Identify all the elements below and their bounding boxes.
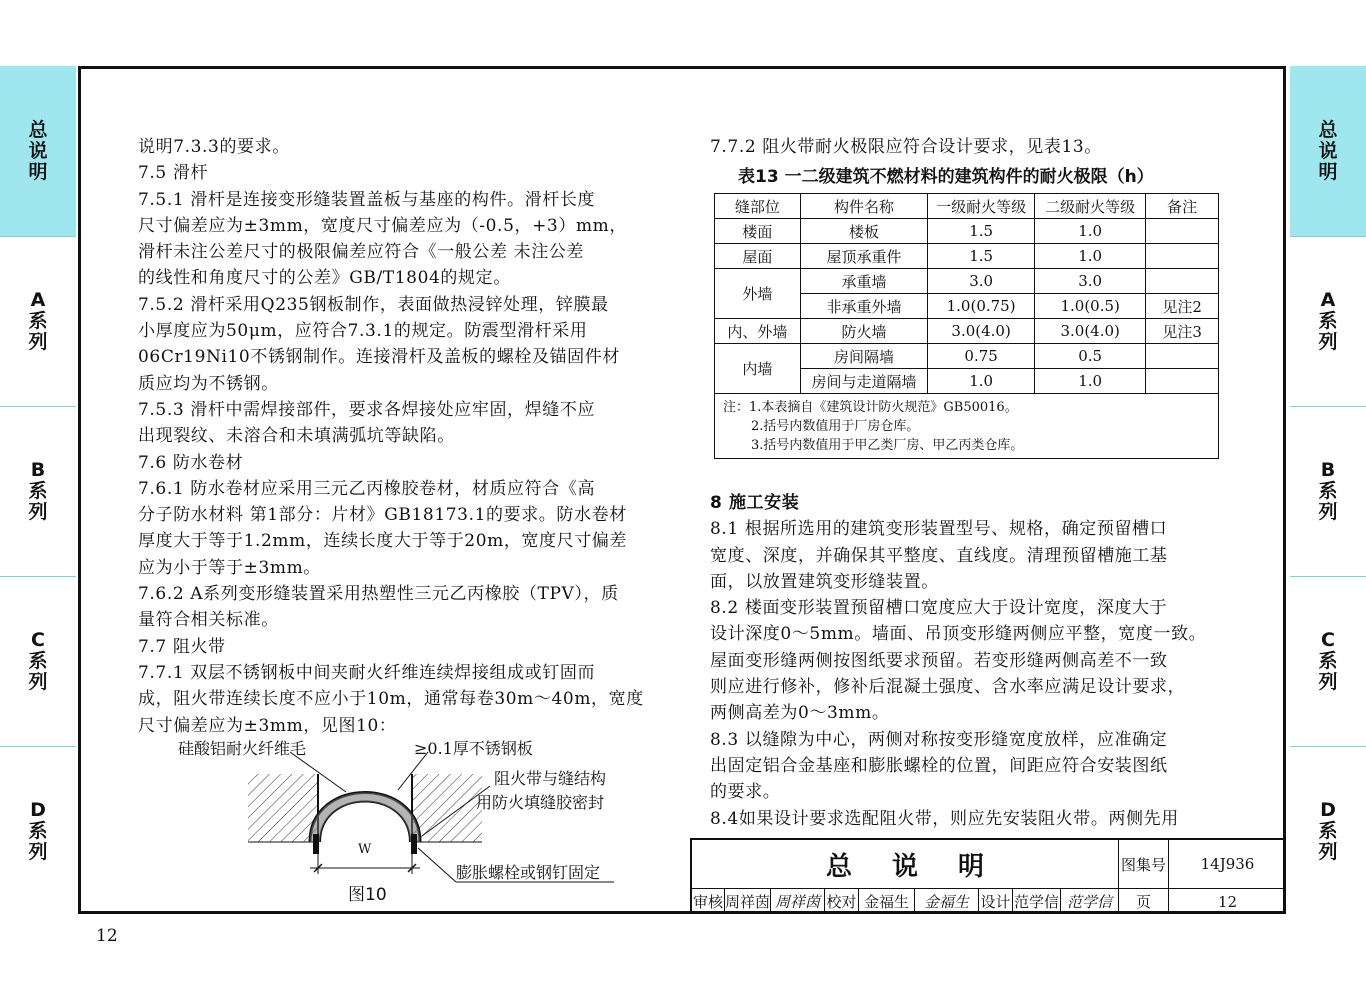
- label-w: W: [358, 842, 372, 857]
- section-heading: 7.5 滑杆: [138, 163, 209, 184]
- text-line: 8.1 根据所选用的建筑变形装置型号、规格，确定预留槽口: [710, 519, 1168, 540]
- text-line: 出固定铝合金基座和膨胀螺栓的位置，间距应符合安装图纸: [710, 755, 1168, 776]
- text-line: 8.2 楼面变形装置预留槽口宽度应大于设计宽度，深度大于: [710, 598, 1168, 619]
- text-line: 7.7.1 双层不锈钢板中间夹耐火纤维连续焊接组成或钉固而: [138, 662, 596, 683]
- page-label: 页: [1118, 888, 1168, 914]
- text-line: 量符合相关标准。: [138, 610, 279, 631]
- text-line: 说明7.3.3的要求。: [138, 137, 290, 157]
- atlas-label: 图集号: [1118, 838, 1168, 888]
- bolt-right: [411, 834, 417, 854]
- label-joint-2: 用防火填缝胶密封: [476, 793, 605, 812]
- label-joint-1: 阻火带与缝结构: [494, 769, 607, 788]
- table-row: 楼面 楼板 1.5 1.0: [715, 219, 1219, 244]
- side-tab-general[interactable]: 总 说 明: [0, 66, 76, 237]
- designer-name: 范学信: [1012, 888, 1060, 914]
- column-header: 构件名称: [800, 194, 927, 219]
- table-note: 2.括号内数值用于厂房仓库。: [751, 419, 920, 434]
- bolt-left: [313, 834, 319, 854]
- text-line: 厚度大于等于1.2mm，连续长度大于等于20m，宽度尺寸偏差: [138, 531, 628, 552]
- section-heading: 7.7 阻火带: [138, 636, 226, 657]
- drawing-title: 总说明: [690, 838, 1118, 888]
- text-line: 屋面变形缝两侧按图纸要求预留。若变形缝两侧高差不一致: [710, 650, 1168, 671]
- fiber-fill: [310, 793, 420, 843]
- text-line: 分子防水材料 第1部分：片材》GB18173.1的要求。防水卷材: [138, 505, 627, 526]
- table-note: 3.括号内数值用于甲乙类厂房、甲乙丙类仓库。: [751, 438, 1024, 453]
- side-tab-general-right[interactable]: 总 说 明: [1290, 66, 1366, 237]
- checker-signature: 金福生: [914, 888, 978, 914]
- checker-name: 金福生: [858, 888, 914, 914]
- text-line: 06Cr19Ni10不锈钢制作。连接滑杆及盖板的螺栓及锚固件材: [138, 347, 620, 368]
- table-note: 注：1.本表摘自《建筑设计防火规范》GB50016。: [723, 400, 1018, 415]
- text-line: 7.7.2 阻火带耐火极限应符合设计要求，见表13。: [710, 137, 1102, 157]
- side-tab-a-series[interactable]: A 系 列: [0, 236, 76, 407]
- label-steel: ≥0.1厚不锈钢板: [414, 739, 533, 758]
- reviewer-name: 周祥茵: [724, 888, 770, 914]
- title-block: [690, 838, 1286, 914]
- fire-barrier-diagram: [160, 736, 630, 914]
- figure-10: [160, 736, 630, 914]
- right-intro: [710, 134, 1102, 160]
- left-column-text: [138, 134, 658, 739]
- table-row: 内墙 房间隔墙 0.75 0.5: [715, 344, 1219, 369]
- text-line: 7.5.1 滑杆是连接变形缝装置盖板与基座的构件。滑杆长度: [138, 189, 596, 210]
- text-line: 滑杆未注公差尺寸的极限偏差应符合《一般公差 未注公差: [138, 242, 585, 263]
- design-label: 设计: [978, 888, 1012, 914]
- label-bolt: 膨胀螺栓或钢钉固定: [456, 863, 601, 882]
- table-notes-row: [715, 394, 1219, 459]
- text-line: 质应均为不锈钢。: [138, 373, 279, 394]
- sheet-page-number: 12: [1168, 888, 1286, 914]
- table-row: 内、外墙 防火墙 3.0(4.0) 3.0(4.0) 见注3: [715, 319, 1219, 344]
- column-header: 缝部位: [715, 194, 801, 219]
- text-line: 8.4如果设计要求选配阻火带，则应先安装阻火带。两侧先用: [710, 808, 1179, 829]
- atlas-number: 14J936: [1168, 838, 1286, 888]
- text-line: 7.6.1 防水卷材应采用三元乙丙橡胶卷材，材质应符合《高: [138, 478, 596, 499]
- label-fiber: 硅酸铝耐火纤维毛: [178, 739, 307, 758]
- check-label: 校对: [824, 888, 858, 914]
- text-line: 8.3 以缝隙为中心，两侧对称按变形缝宽度放样，应准确定: [710, 729, 1168, 750]
- text-line: 的要求。: [710, 782, 781, 803]
- side-tab-c-series-right[interactable]: C 系 列: [1290, 576, 1366, 747]
- section-heading: 8 施工安装: [710, 493, 800, 513]
- text-line: 成，阻火带连续长度不应小于10m，通常每卷30m～40m，宽度: [138, 689, 644, 710]
- side-tab-d-series-right[interactable]: D 系 列: [1318, 798, 1338, 863]
- table-header-row: [715, 194, 1219, 219]
- side-tab-c-series[interactable]: C 系 列: [0, 576, 76, 747]
- figure-caption: 图10: [348, 885, 387, 905]
- section-heading: 7.6 防水卷材: [138, 452, 244, 473]
- leader-bolt: [418, 848, 456, 882]
- table-row: 外墙 承重墙 3.0 3.0: [715, 269, 1219, 294]
- text-line: 两侧高差为0～3mm。: [710, 703, 890, 724]
- reviewer-signature: 周祥茵: [770, 888, 824, 914]
- left-wall: [248, 774, 318, 842]
- text-line: 则应进行修补，修补后混凝土强度、含水率应满足设计要求，: [710, 677, 1186, 698]
- text-line: 尺寸偏差应为±3mm，见图10：: [138, 715, 397, 736]
- text-line: 7.5.3 滑杆中需焊接部件，要求各焊接处应牢固，焊缝不应: [138, 399, 596, 420]
- page-number: 12: [96, 926, 118, 946]
- column-header: 二级耐火等级: [1035, 194, 1146, 219]
- table-row: 非承重外墙 1.0(0.75) 1.0(0.5) 见注2: [715, 294, 1219, 319]
- text-line: 7.5.2 滑杆采用Q235钢板制作，表面做热浸锌处理，锌膜最: [138, 294, 609, 315]
- right-wall: [412, 774, 482, 842]
- text-line: 设计深度0～5mm。墙面、吊顶变形缝两侧应平整，宽度一致。: [710, 624, 1207, 645]
- text-line: 面，以放置建筑变形缝装置。: [710, 571, 939, 592]
- side-tab-b-series-right[interactable]: B 系 列: [1290, 406, 1366, 577]
- column-header: 备注: [1146, 194, 1219, 219]
- side-tab-a-series-right[interactable]: A 系 列: [1290, 236, 1366, 407]
- column-header: 一级耐火等级: [928, 194, 1035, 219]
- table-title: 表13 一二级建筑不燃材料的建筑构件的耐火极限（h）: [738, 167, 1154, 187]
- text-line: 的线性和角度尺寸的公差》GB/T1804的规定。: [138, 268, 511, 289]
- table-row: 房间与走道隔墙 1.0 1.0: [715, 369, 1219, 394]
- fire-resistance-table: [714, 193, 1219, 459]
- text-line: 宽度、深度，并确保其平整度、直线度。清理预留槽施工基: [710, 545, 1168, 566]
- review-label: 审核: [690, 888, 724, 914]
- text-line: 出现裂纹、未溶合和未填满弧坑等缺陷。: [138, 426, 455, 447]
- text-line: 应为小于等于±3mm。: [138, 557, 321, 578]
- text-line: 7.6.2 A系列变形缝装置采用热塑性三元乙丙橡胶（TPV），质: [138, 584, 619, 605]
- table-row: 屋面 屋顶承重件 1.5 1.0: [715, 244, 1219, 269]
- text-line: 小厚度应为50μm，应符合7.3.1的规定。防震型滑杆采用: [138, 321, 588, 342]
- side-tab-b-series[interactable]: B 系 列: [0, 406, 76, 577]
- side-tab-d-series[interactable]: D 系 列: [28, 798, 48, 863]
- designer-signature: 范学信: [1060, 888, 1118, 914]
- text-line: 尺寸偏差应为±3mm，宽度尺寸偏差应为（-0.5，+3）mm，: [138, 215, 627, 236]
- right-column-text: [710, 490, 1206, 832]
